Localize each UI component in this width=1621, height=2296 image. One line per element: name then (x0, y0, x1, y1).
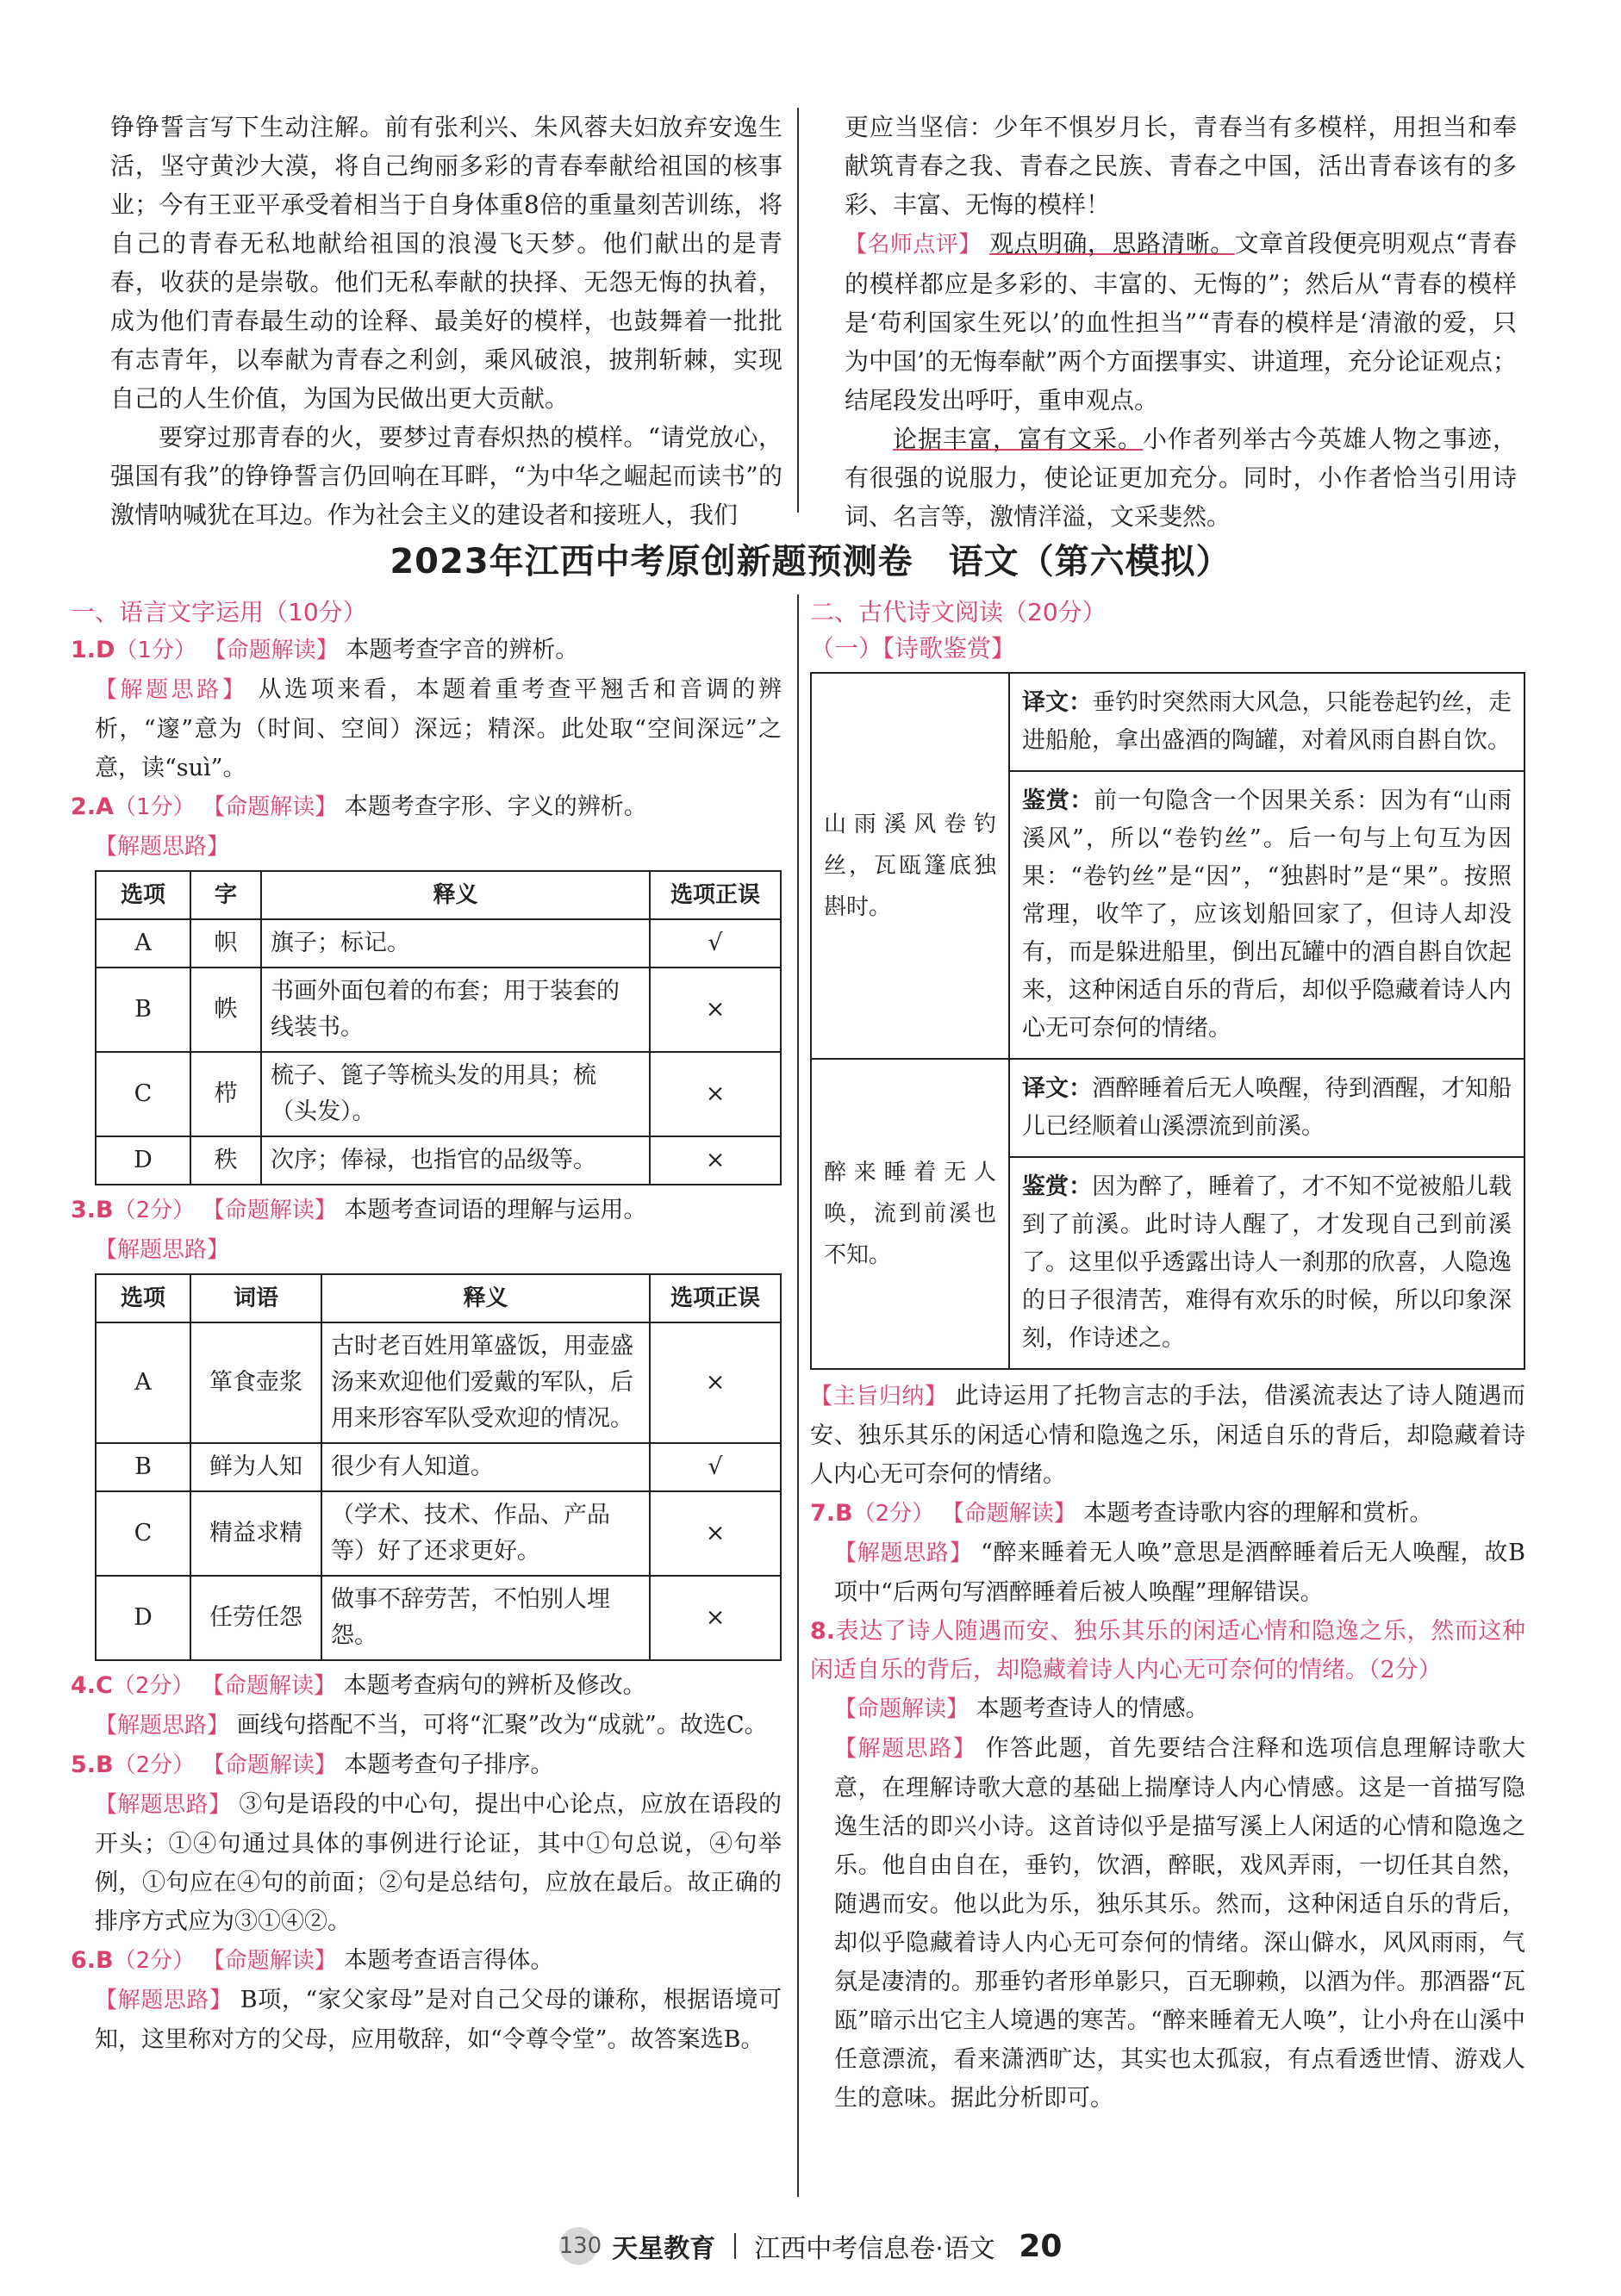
q-answer: B (96, 1947, 114, 1974)
exam-title: 2023年江西中考原创新题预测卷 语文（第六模拟） (390, 542, 1231, 582)
char-table (95, 870, 782, 1185)
cell: 帜 (190, 919, 261, 968)
translation-text: 垂钓时突然雨大风急，只能卷起钓丝，走进船舱，拿出盛酒的陶罐，对着风雨自斟自饮。 (1022, 689, 1512, 754)
cell: × (650, 1052, 781, 1136)
table-row (96, 968, 781, 1052)
cell: 鲜为人知 (190, 1443, 321, 1491)
comment-text-1: 文章首段便亮明观点“青春的模样都应是多彩的、丰富的、无悔的”；然后从“青春的模样是‘苟利国家生死以’的血性担当”“青春的模样是‘清澈的爱，只为中国’的无悔奉献”两个方面摆事实、讲道理，充分论证观点；结尾段发出呼吁，重申观点。 (845, 229, 1517, 414)
cell: × (650, 1322, 781, 1443)
cell: √ (650, 919, 781, 968)
tag-interpret: 【命题解读】 (202, 1198, 337, 1223)
q-number: 7. (810, 1500, 836, 1527)
translation-label: 译文： (1022, 689, 1093, 716)
table-row (96, 1576, 781, 1660)
q-score: （2分） (113, 1752, 196, 1778)
top-left-column (110, 108, 782, 534)
q-score: （1分） (113, 794, 196, 820)
q-answer: B (96, 1752, 114, 1778)
question-7 (810, 1494, 1525, 1612)
theme-text: 此诗运用了托物言志的手法，借溪流表达了诗人随遇而安、独乐其乐的闲适心情和隐逸之乐，闲适自乐的背后，却隐藏着诗人内心无可奈何的情绪。 (810, 1383, 1525, 1488)
cell: B (96, 1443, 190, 1491)
appreciation-label: 鉴赏： (1022, 787, 1094, 814)
col-header: 选项正误 (650, 1274, 781, 1322)
appreciation-cell (1009, 771, 1524, 1059)
q-answer: A (96, 793, 114, 820)
tag-solution: 【解题思路】 (834, 1736, 977, 1762)
tag-solution: 【解题思路】 (834, 1540, 973, 1566)
col-header: 选项 (96, 1274, 190, 1322)
essay-paragraph: 要穿过那青春的火，要梦过青春炽热的模样。“请党放心，强国有我”的铮铮誓言仍回响在耳畔，“为中华之崛起而读书”的激情呐喊犹在耳边。作为社会主义的建设者和接班人，我们 (110, 423, 782, 529)
poem-verse: 山雨溪风卷钓丝，瓦瓯篷底独斟时。 (811, 673, 1009, 1059)
question-3 (71, 1191, 782, 1270)
q-answer: 表达了诗人随遇而安、独乐其乐的闲适心情和隐逸之乐，然而这种闲适自乐的背后，却隐藏着诗人内心无可奈何的情绪。（2分） (810, 1618, 1525, 1683)
cell: D (96, 1136, 190, 1185)
solution-text: 作答此题，首先要结合注释和选项信息理解诗歌大意，在理解诗歌大意的基础上揣摩诗人内心情感。这是一首描写隐逸生活的即兴小诗。这首诗似乎是描写溪上人闲适的心情和隐逸之乐。他自由自在，垂钓，饮酒，醉眠，戏风弄雨，一切任其自然，随遇而安。他以此为乐，独乐其乐。然而，这种闲适自乐的背后，却似乎隐藏着诗人内心无可奈何的情绪。深山僻水，风风雨雨，气氛是凄清的。那垂钓者形单影只，百无聊赖，以酒为伴。那酒器“瓦瓯”暗示出它主人境遇的寒苦。“醉来睡着无人唤”，让小舟在山溪中任意漂流，看来潇洒旷达，其实也太孤寂，有点看透世情、游戏人生的意味。据此分析即可。 (834, 1735, 1525, 2112)
q-number: 1. (71, 637, 97, 663)
cell: × (650, 1136, 781, 1185)
solution-text: B项，“家父家母”是对自己父母的谦称，根据语境可知，这里称对方的父母，应用敬辞，如“令尊令堂”。故答案选B。 (95, 1987, 782, 2053)
interpret-text: 本题考查诗歌内容的理解和赏析。 (1083, 1500, 1433, 1527)
logo-text: 130 (558, 2233, 602, 2259)
cell: B (96, 968, 190, 1052)
table-header-row (96, 1274, 781, 1322)
col-header: 词语 (190, 1274, 321, 1322)
comment-point-2: 论据丰富，富有文采。 (893, 425, 1143, 453)
table-row (96, 919, 781, 968)
col-header: 选项正误 (650, 871, 781, 919)
tag-interpret: 【命题解读】 (941, 1501, 1076, 1527)
q-number: 6. (71, 1947, 97, 1974)
left-column (71, 594, 782, 2059)
col-header: 字 (190, 871, 261, 919)
interpret-text: 本题考查句子排序。 (344, 1752, 554, 1778)
cell: 很少有人知道。 (321, 1443, 650, 1491)
translation-cell (1009, 1059, 1524, 1157)
q-number: 2. (71, 793, 97, 820)
right-column (810, 594, 1525, 2118)
q-score: （1分） (115, 638, 197, 663)
tag-interpret: 【命题解读】 (202, 1752, 337, 1778)
cell: （学术、技术、作品、产品等）好了还求更好。 (321, 1491, 650, 1576)
comment-text-2: 小作者列举古今英雄人物之事迹，有很强的说服力，使论证更加充分。同时，小作者恰当引用诗词、名言等，激情洋溢，文采斐然。 (845, 425, 1517, 531)
interpret-text: 本题考查语言得体。 (344, 1947, 554, 1974)
table-row (96, 1491, 781, 1576)
col-header: 释义 (261, 871, 650, 919)
interpret-text: 本题考查字形、字义的辨析。 (344, 793, 647, 820)
table-wrapper-2 (71, 1273, 782, 1661)
interpret-text: 本题考查病句的辨析及修改。 (343, 1672, 646, 1699)
table-row (96, 1443, 781, 1491)
cell: 书画外面包着的布套；用于装套的线装书。 (261, 968, 650, 1052)
question-8 (810, 1612, 1525, 2118)
tag-interpret: 【命题解读】 (203, 794, 338, 820)
table-row (96, 1136, 781, 1185)
appreciation-text: 前一句隐含一个因果关系：因为有“山雨溪风”，所以“卷钓丝”。后一句与上句互为因果：“卷钓丝”是“因”，“独斟时”是“果”。按照常理，收竿了，应该划船回家了，但诗人却没有，而是躲进船里，倒出瓦罐中的酒自斟自饮起来，这种闲适自乐的背后，却似乎隐藏着诗人内心无可奈何的情绪。 (1022, 787, 1512, 1042)
interpret-text: 本题考查诗人的情感。 (976, 1696, 1209, 1722)
cell: 帙 (190, 968, 261, 1052)
q-number: 3. (71, 1197, 97, 1223)
tag-solution: 【解题思路】 (95, 1713, 230, 1739)
table-header-row (96, 871, 781, 919)
table-row (96, 1052, 781, 1136)
poem-verse: 醉来睡着无人唤，流到前溪也不知。 (811, 1059, 1009, 1369)
question-2 (71, 787, 782, 867)
question-5 (71, 1745, 782, 1941)
cell: 秩 (190, 1136, 261, 1185)
cell: 精益求精 (190, 1491, 321, 1576)
appreciation-text: 因为醉了，睡着了，才不知不觉被船儿载到了前溪。此时诗人醒了，才发现自己到前溪了。这里似乎透露出诗人一刹那的欣喜，人隐逸的日子很清苦，难得有欢乐的时候，所以印象深刻，作诗述之。 (1022, 1173, 1512, 1352)
section-heading: 一、语言文字运用（10分） (71, 598, 367, 626)
cell: 次序；俸禄，也指官的品级等。 (261, 1136, 650, 1185)
cell: 梳子、篦子等梳头发的用具；梳（头发）。 (261, 1052, 650, 1136)
tag-theme: 【主旨归纳】 (810, 1384, 948, 1409)
q-score: （2分） (852, 1501, 935, 1527)
brand-name: 天星教育 (612, 2234, 716, 2264)
cell: 旗子；标记。 (261, 919, 650, 968)
tag-interpret: 【命题解读】 (203, 638, 339, 663)
table-row (96, 1322, 781, 1443)
tag-solution: 【解题思路】 (95, 834, 230, 860)
q-score: （2分） (113, 1198, 196, 1223)
cell: C (96, 1491, 190, 1576)
poem-row (811, 1059, 1524, 1157)
tag-interpret: 【命题解读】 (834, 1696, 969, 1722)
q-number: 8. (810, 1618, 836, 1645)
appreciation-cell (1009, 1157, 1524, 1369)
series-name: 江西中考信息卷·语文 (754, 2234, 995, 2264)
cell: × (650, 1491, 781, 1576)
solution-text: 画线句搭配不当，可将“汇聚”改为“成就”。故选C。 (236, 1712, 768, 1739)
cell: A (96, 1322, 190, 1443)
essay-paragraph: 铮铮誓言写下生动注解。前有张利兴、朱风蓉夫妇放弃安逸生活，坚守黄沙大漠，将自己绚丽多彩的青春奉献给祖国的核事业；今有王亚平承受着相当于自身体重8倍的重量刻苦训练，将自己的青春无私地献给祖国的浪漫飞天梦。他们献出的是青春，收获的是崇敬。他们无私奉献的抉择、无怨无悔的执着，成为他们青春最生动的诠释、最美好的模样，也鼓舞着一批批有志青年，以奉献为青春之利剑，乘风破浪，披荆斩棘，实现自己的人生价值，为国为民做出更大贡献。 (110, 113, 782, 413)
cell: C (96, 1052, 190, 1136)
translation-label: 译文： (1022, 1075, 1093, 1102)
solution-text: ③句是语段的中心句，提出中心论点，应放在语段的开头；①④句通过具体的事例进行论证，其中①句总说，④句举例，①句应在④句的前面；②句是总结句，应放在最后。故正确的排序方式应为③①④②。 (95, 1791, 782, 1935)
teacher-comment (845, 224, 1517, 420)
cell: 古时老百姓用箪盛饭，用壶盛汤来欢迎他们爱戴的军队，后用来形容军队受欢迎的情况。 (321, 1322, 650, 1443)
q-answer: B (835, 1500, 853, 1527)
page-number: 20 (1019, 2228, 1063, 2264)
q-answer: C (96, 1672, 113, 1699)
column-divider-main (797, 594, 799, 2197)
section-heading: 二、古代诗文阅读（20分） (810, 598, 1107, 626)
question-1 (71, 631, 782, 787)
poem-row (811, 673, 1524, 771)
cell: A (96, 919, 190, 968)
cell: × (650, 1576, 781, 1660)
col-header: 释义 (321, 1274, 650, 1322)
page-footer (0, 2227, 1621, 2265)
top-right-column (845, 108, 1517, 536)
subsection-heading: （一）【诗歌鉴赏】 (810, 634, 1016, 663)
column-divider-top (797, 108, 799, 513)
q-answer: D (96, 637, 115, 663)
theme-summary (810, 1377, 1525, 1494)
q-number: 5. (71, 1752, 97, 1778)
cell: 任劳任怨 (190, 1576, 321, 1660)
interpret-text: 本题考查字音的辨析。 (346, 637, 579, 663)
question-4 (71, 1666, 782, 1745)
translation-cell (1009, 673, 1524, 771)
tag-solution: 【解题思路】 (95, 1792, 232, 1818)
cell: 箪食壶浆 (190, 1322, 321, 1443)
teacher-comment-2 (845, 420, 1517, 536)
q-answer: B (96, 1197, 114, 1223)
poem-table (810, 672, 1525, 1370)
col-header: 选项 (96, 871, 190, 919)
translation-text: 酒醉睡着后无人唤醒，待到酒醒，才知船儿已经顺着山溪漂流到前溪。 (1022, 1075, 1512, 1140)
tag-interpret: 【命题解读】 (202, 1673, 337, 1699)
cell: × (650, 968, 781, 1052)
solution-text: 从选项来看，本题着重考查平翘舌和音调的辨析，“邃”意为（时间、空间）深远；精深。此处取“空间深远”之意，读“suì”。 (95, 676, 782, 781)
q-score: （2分） (113, 1948, 196, 1974)
interpret-text: 本题考查词语的理解与运用。 (344, 1197, 647, 1223)
q-score: （2分） (112, 1673, 195, 1699)
q-number: 4. (71, 1672, 97, 1699)
solution-text: “醉来睡着无人唤”意思是酒醉睡着后无人唤醒，故B项中“后两句写酒醉睡着后被人唤醒”理解错误。 (834, 1540, 1525, 1606)
cell: √ (650, 1443, 781, 1491)
tag-solution: 【解题思路】 (95, 1988, 233, 2013)
comment-tag: 【名师点评】 (845, 232, 982, 258)
tag-solution: 【解题思路】 (95, 1237, 230, 1263)
table-wrapper-1 (71, 870, 782, 1185)
comment-point-1: 观点明确，思路清晰。 (989, 229, 1235, 258)
tag-interpret: 【命题解读】 (202, 1948, 337, 1974)
star-logo-icon (558, 2227, 602, 2265)
tag-solution: 【解题思路】 (95, 677, 248, 703)
question-6 (71, 1941, 782, 2059)
essay-ending: 更应当坚信：少年不惧岁月长，青春当有多模样，用担当和奉献筑青春之我、青春之民族、青春之中国，活出青春该有的多彩、丰富、无悔的模样！ (845, 113, 1517, 219)
cell: 栉 (190, 1052, 261, 1136)
footer-separator (734, 2233, 736, 2259)
cell: 做事不辞劳苦，不怕别人埋怨。 (321, 1576, 650, 1660)
cell: D (96, 1576, 190, 1660)
appreciation-label: 鉴赏： (1022, 1173, 1093, 1200)
word-table (95, 1273, 782, 1661)
